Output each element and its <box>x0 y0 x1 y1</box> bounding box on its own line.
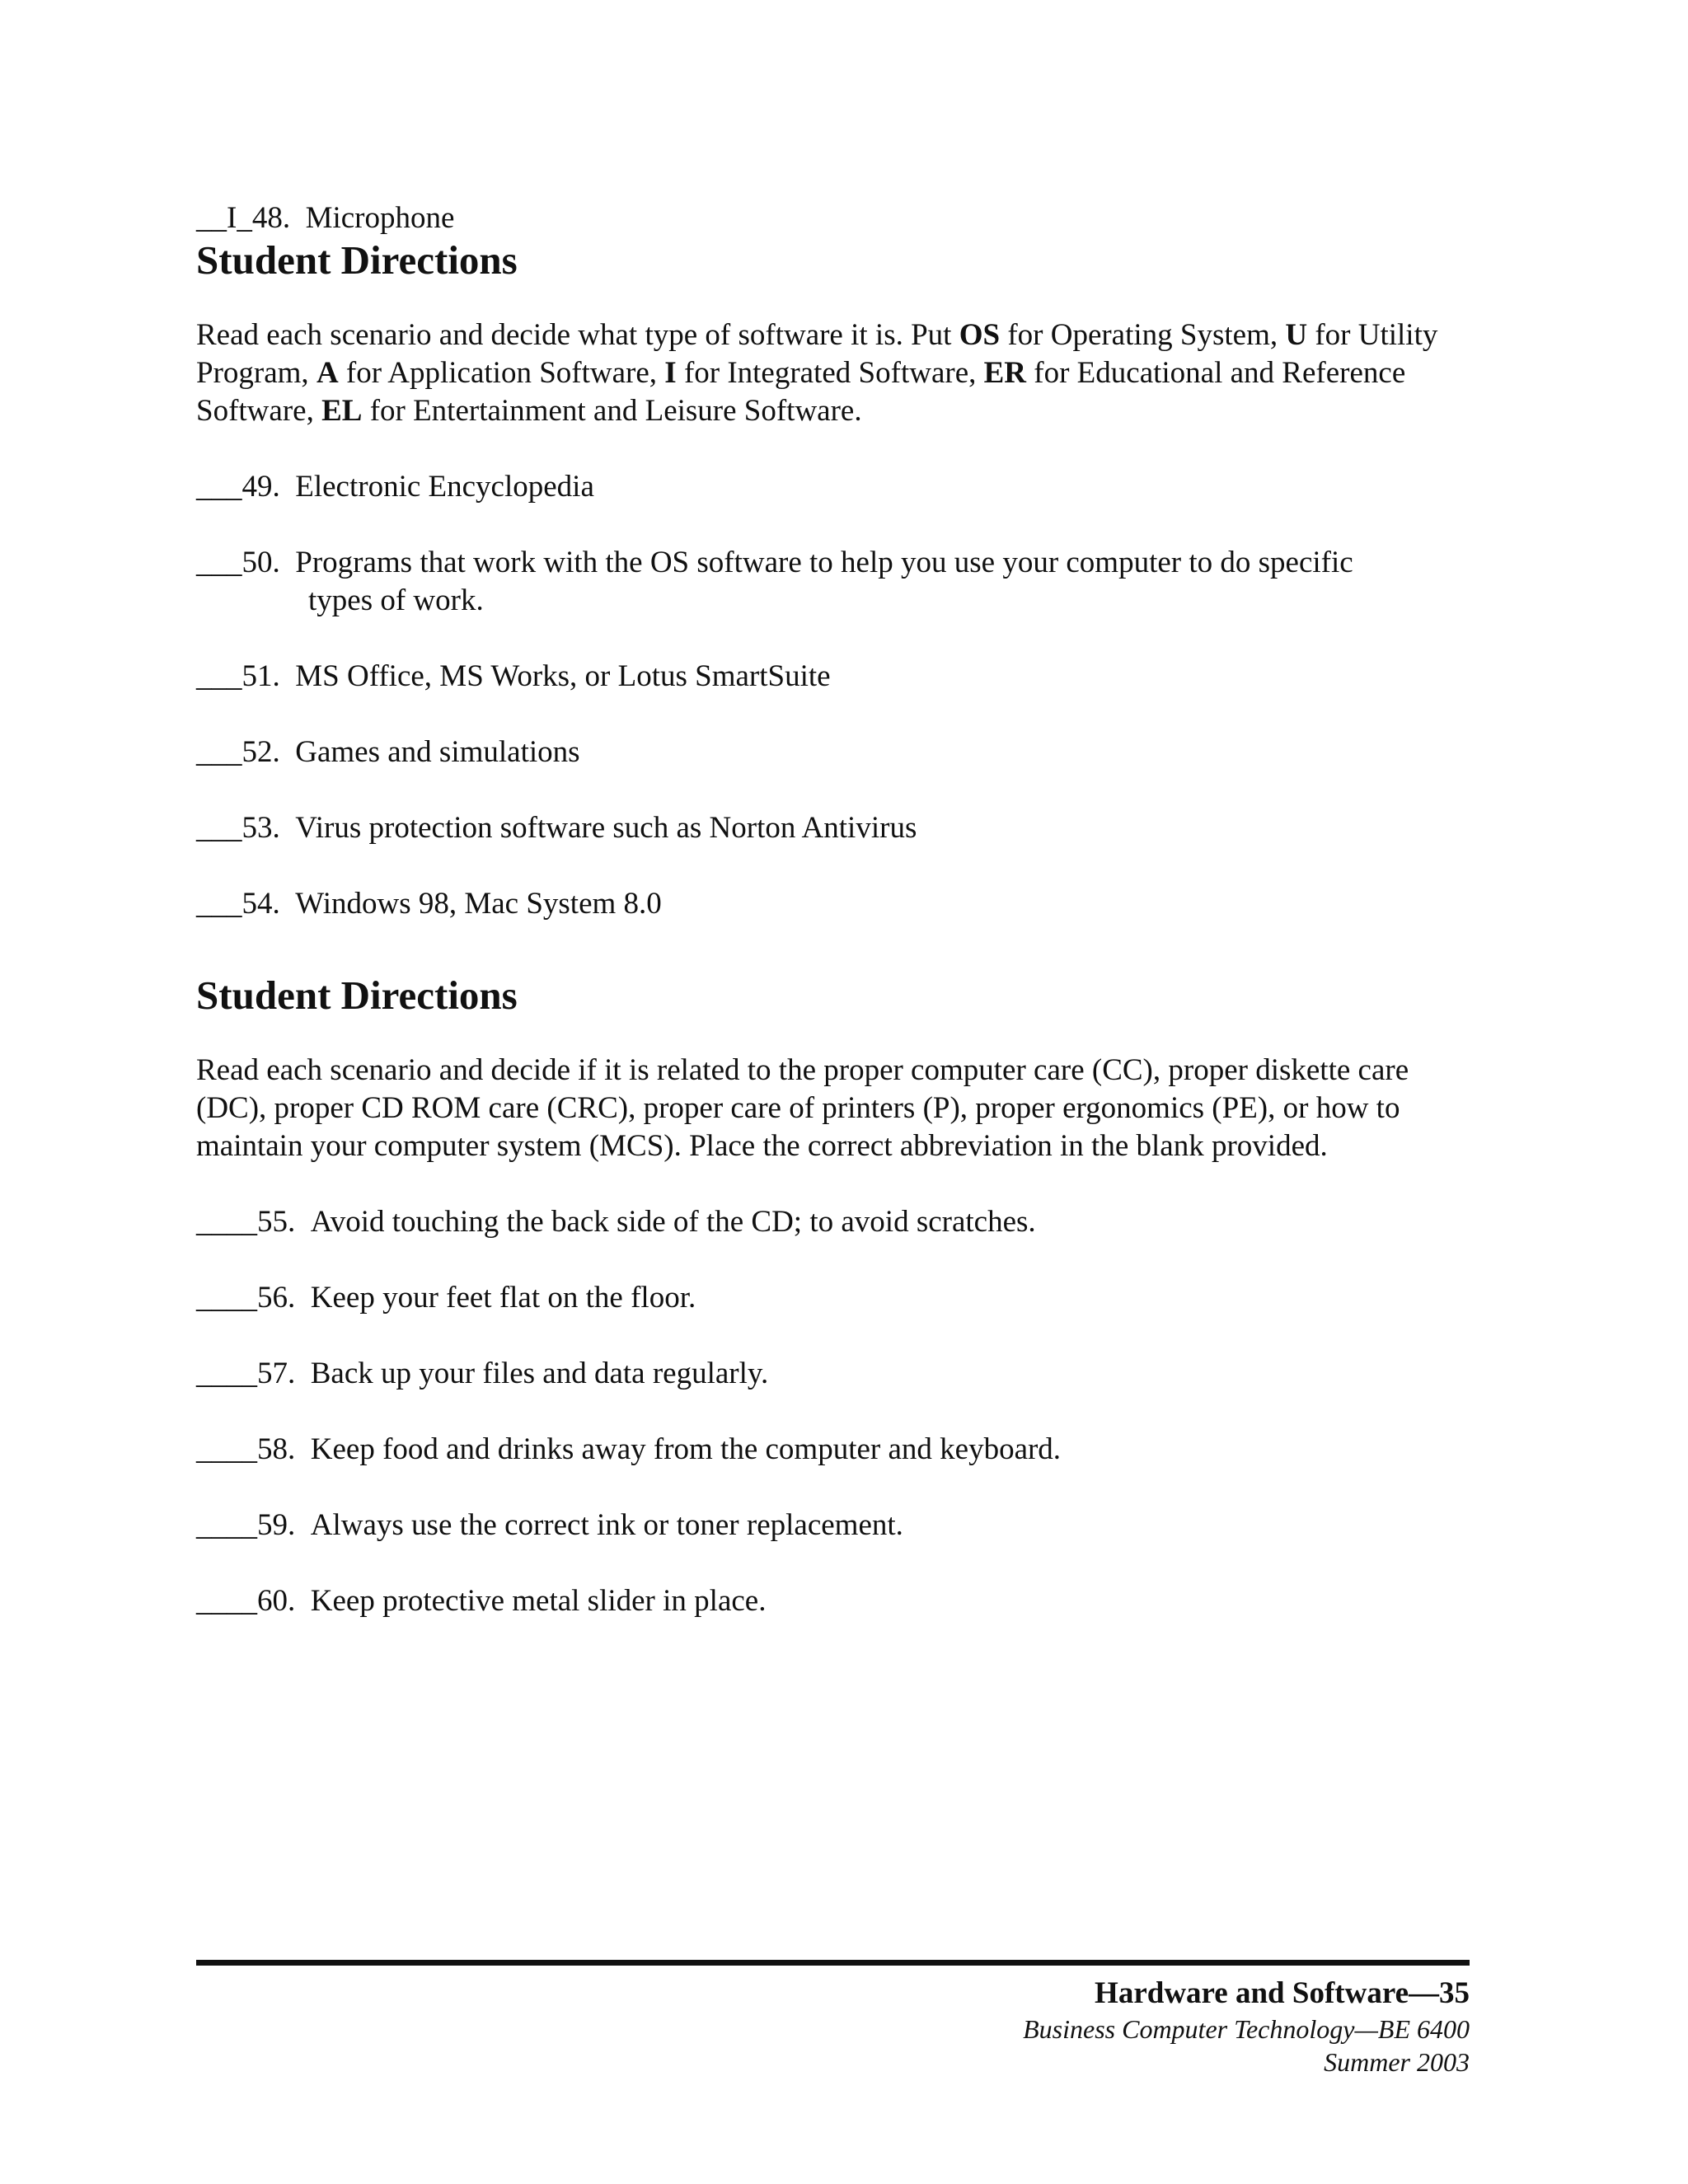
software-code: OS <box>959 318 1001 352</box>
answer-blank[interactable]: ___ <box>196 811 242 845</box>
question-text: Games and simulations <box>295 735 580 769</box>
question-number: 53. <box>241 811 280 845</box>
question-item <box>196 1507 1470 1544</box>
question-text: MS Office, MS Works, or Lotus SmartSuite <box>295 659 831 693</box>
question-item <box>196 468 1470 506</box>
directions-text: for Utility Program, <box>196 318 1438 390</box>
question-item <box>196 544 1470 620</box>
question-item <box>196 658 1470 696</box>
question-number: 56. <box>257 1281 296 1315</box>
worksheet-page <box>196 199 1470 1620</box>
directions-text: for Educational and Reference Software, <box>196 356 1406 428</box>
directions-text: Read each scenario and decide what type of software it is. Put <box>196 318 959 352</box>
question-number: 57. <box>257 1357 296 1390</box>
question-number: 55. <box>257 1205 296 1239</box>
footer-rule <box>196 1960 1470 1966</box>
question-number: 58. <box>257 1432 296 1466</box>
question-item <box>196 1279 1470 1317</box>
answer-blank[interactable]: ___ <box>196 470 242 504</box>
question-number: 51. <box>241 659 280 693</box>
question-text: Keep your feet flat on the floor. <box>310 1281 696 1315</box>
question-text: Back up your files and data regularly. <box>310 1357 769 1390</box>
answer-blank[interactable]: ____ <box>196 1508 257 1542</box>
question-text-continued: types of work. <box>308 583 484 617</box>
page-footer <box>1023 1975 1470 2079</box>
answer-blank[interactable]: ____ <box>196 1432 257 1466</box>
software-code: EL <box>321 394 363 428</box>
question-text: Windows 98, Mac System 8.0 <box>295 887 662 921</box>
footer-course: Business Computer Technology—BE 6400 <box>1023 2014 1470 2044</box>
answer-blank[interactable]: ____ <box>196 1281 257 1315</box>
question-text: Electronic Encyclopedia <box>295 470 594 504</box>
answer-blank[interactable]: ____ <box>196 1584 257 1618</box>
section-2-directions: Read each scenario and decide if it is related to the proper computer care (CC), proper diskette care (DC), proper CD ROM care (CRC), proper care of printers (P), proper ergonomics (PE), or how to maintain your computer system (MCS). Place the correct abbreviation in the blank provided. <box>196 1053 1409 1163</box>
question-text: Avoid touching the back side of the CD; to avoid scratches. <box>310 1205 1036 1239</box>
answer-blank[interactable]: ___ <box>196 735 242 769</box>
section-2-heading: Student Directions <box>196 972 518 1018</box>
section-1-heading: Student Directions <box>196 237 518 283</box>
answer-blank[interactable]: ___ <box>196 659 242 693</box>
answer-blank[interactable]: ___ <box>196 546 242 579</box>
question-number: 54. <box>241 887 280 921</box>
section-1-item-list <box>196 468 1470 923</box>
section-1-directions <box>196 316 1470 430</box>
software-code: A <box>316 356 339 390</box>
question-text: Virus protection software such as Norton Antivirus <box>295 811 917 845</box>
question-number: 52. <box>241 735 280 769</box>
question-number: 49. <box>241 470 280 504</box>
question-item <box>196 1582 1470 1620</box>
question-number: 59. <box>257 1508 296 1542</box>
directions-text: for Entertainment and Leisure Software. <box>362 394 862 428</box>
question-item <box>196 1431 1470 1469</box>
software-code: I <box>664 356 677 390</box>
software-code: U <box>1285 318 1308 352</box>
question-text: Programs that work with the OS software to help you use your computer to do specific <box>295 546 1353 579</box>
section-2-item-list <box>196 1203 1470 1620</box>
answer-blank[interactable]: ____ <box>196 1357 257 1390</box>
question-item <box>196 1203 1470 1241</box>
directions-text: for Application Software, <box>338 356 665 390</box>
question-number: 50. <box>241 546 280 579</box>
question-item <box>196 885 1470 923</box>
question-text: Keep food and drinks away from the computer and keyboard. <box>310 1432 1062 1466</box>
question-text: Always use the correct ink or toner replacement. <box>310 1508 903 1542</box>
question-item <box>196 1355 1470 1393</box>
question-item <box>196 809 1470 847</box>
question-text: Keep protective metal slider in place. <box>310 1584 767 1618</box>
question-number: 60. <box>257 1584 296 1618</box>
item-48: __I_48. Microphone <box>196 201 455 235</box>
directions-text: for Operating System, <box>1000 318 1286 352</box>
answer-blank[interactable]: ____ <box>196 1205 257 1239</box>
answer-blank[interactable]: ___ <box>196 887 242 921</box>
question-item <box>196 733 1470 771</box>
footer-title: Hardware and Software—35 <box>1095 1976 1470 2010</box>
software-code: ER <box>983 356 1027 390</box>
directions-text: for Integrated Software, <box>676 356 984 390</box>
footer-term: Summer 2003 <box>1324 2047 1470 2077</box>
